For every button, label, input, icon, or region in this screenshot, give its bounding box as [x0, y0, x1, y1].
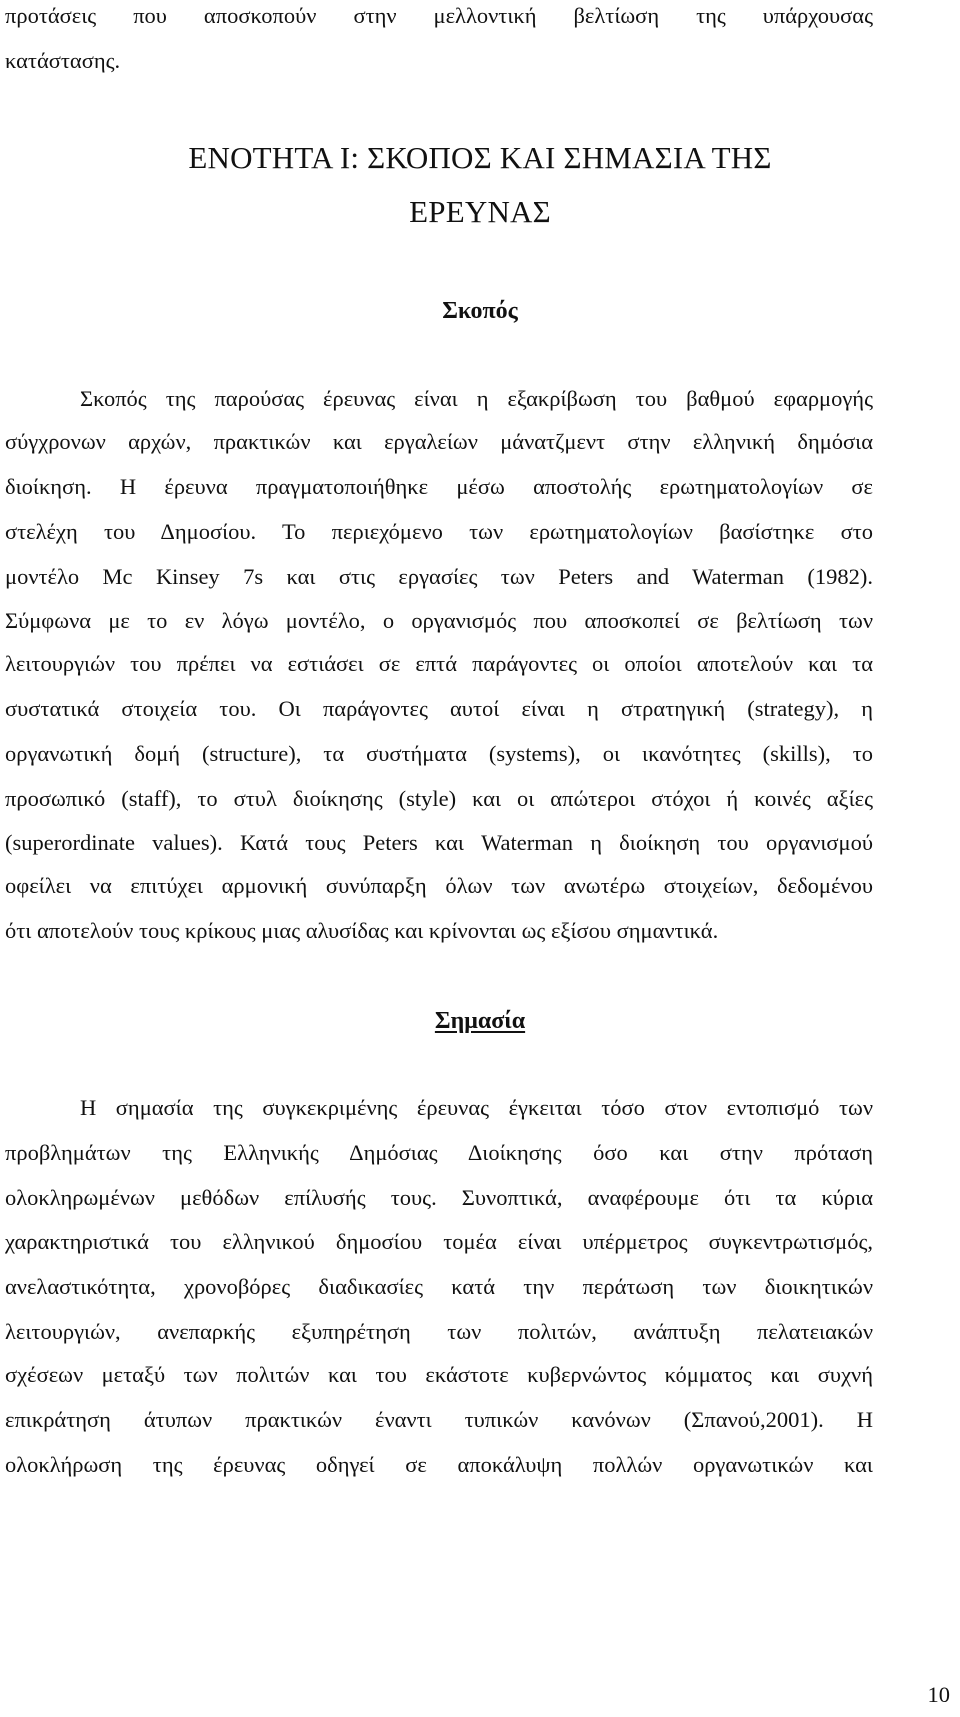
purpose-line-12: οφείλει να επιτύχει αρμονική συνύπαρξη όλων των ανωτέρω στοιχείων, δεδομένου [5, 873, 873, 898]
significance-line-9: ολοκλήρωση της έρευνας οδηγεί σε αποκάλυψη πολλών οργανωτικών και [5, 1452, 873, 1477]
purpose-line-3: διοίκηση. Η έρευνα πραγματοποιήθηκε μέσω αποστολής ερωτηματολογίων σε [5, 474, 873, 499]
purpose-line-9: οργανωτική δομή (structure), τα συστήματα (systems), οι ικανότητες (skills), το [5, 741, 873, 766]
significance-line-7: σχέσεων μεταξύ των πολιτών και του εκάστοτε κυβερνώντος κόμματος και συχνή [5, 1362, 873, 1387]
section-title-line-2: ΕΡΕΥΝΑΣ [409, 194, 551, 229]
significance-line-6: λειτουργιών, ανεπαρκής εξυπηρέτηση των πολιτών, ανάπτυξη πελατειακών [5, 1319, 873, 1344]
purpose-line-5: μοντέλο Mc Kinsey 7s και στις εργασίες των Peters and Waterman (1982). [5, 564, 873, 589]
significance-heading: Σημασία [434, 1008, 526, 1034]
purpose-line-8: συστατικά στοιχεία του. Οι παράγοντες αυτοί είναι η στρατηγική (strategy), η [5, 696, 873, 721]
purpose-line-4: στελέχη του Δημοσίου. Το περιεχόμενο των ερωτηματολογίων βασίστηκε στο [5, 519, 873, 544]
purpose-line-1: Σκοπός της παρούσας έρευνας είναι η εξακρίβωση του βαθμού εφαρμογής [80, 386, 873, 411]
significance-line-1: Η σημασία της συγκεκριμένης έρευνας έγκειται τόσο στον εντοπισμό των [80, 1095, 873, 1120]
purpose-line-2: σύγχρονων αρχών, πρακτικών και εργαλείων μάνατζμεντ στην ελληνική δημόσια [5, 429, 873, 454]
significance-line-5: ανελαστικότητα, χρονοβόρες διαδικασίες κατά την περάτωση των διοικητικών [5, 1274, 873, 1299]
purpose-line-13: ότι αποτελούν τους κρίκους μιας αλυσίδας και κρίνονται ως εξίσου σημαντικά. [5, 918, 719, 943]
purpose-line-11: (superordinate values). Κατά τους Peters και Waterman η διοίκηση του οργανισμού [5, 830, 873, 855]
section-title-line-1: ΕΝΟΤΗΤΑ Ι: ΣΚΟΠΟΣ ΚΑΙ ΣΗΜΑΣΙΑ ΤΗΣ [188, 140, 772, 175]
purpose-line-6: Σύμφωνα με το εν λόγω μοντέλο, ο οργανισμός που αποσκοπεί σε βελτίωση των [5, 608, 873, 633]
intro-line-1: προτάσεις που αποσκοπούν στην μελλοντική βελτίωση της υπάρχουσας [5, 3, 873, 28]
significance-line-3: ολοκληρωμένων μεθόδων επίλυσής τους. Συνοπτικά, αναφέρουμε ότι τα κύρια [5, 1185, 873, 1210]
significance-line-8: επικράτηση άτυπων πρακτικών έναντι τυπικών κανόνων (Σπανού,2001). Η [5, 1407, 873, 1432]
significance-heading-wrap [0, 1006, 960, 1036]
purpose-line-10: προσωπικό (staff), το στυλ διοίκησης (style) και οι απώτεροι στόχοι ή κοινές αξίες [5, 786, 873, 811]
significance-line-4: χαρακτηριστικά του ελληνικού δημοσίου τομέα είναι υπέρμετρος συγκεντρωτισμός, [5, 1229, 873, 1254]
purpose-heading: Σκοπός [442, 298, 518, 324]
purpose-line-7: λειτουργιών του πρέπει να εστιάσει σε επτά παράγοντες οι οποίοι αποτελούν και τα [5, 651, 873, 676]
intro-line-2: κατάστασης. [5, 48, 121, 73]
page-number: 10 [927, 1682, 950, 1707]
significance-line-2: προβλημάτων της Ελληνικής Δημόσιας Διοίκησης όσο και στην πρόταση [5, 1140, 873, 1165]
